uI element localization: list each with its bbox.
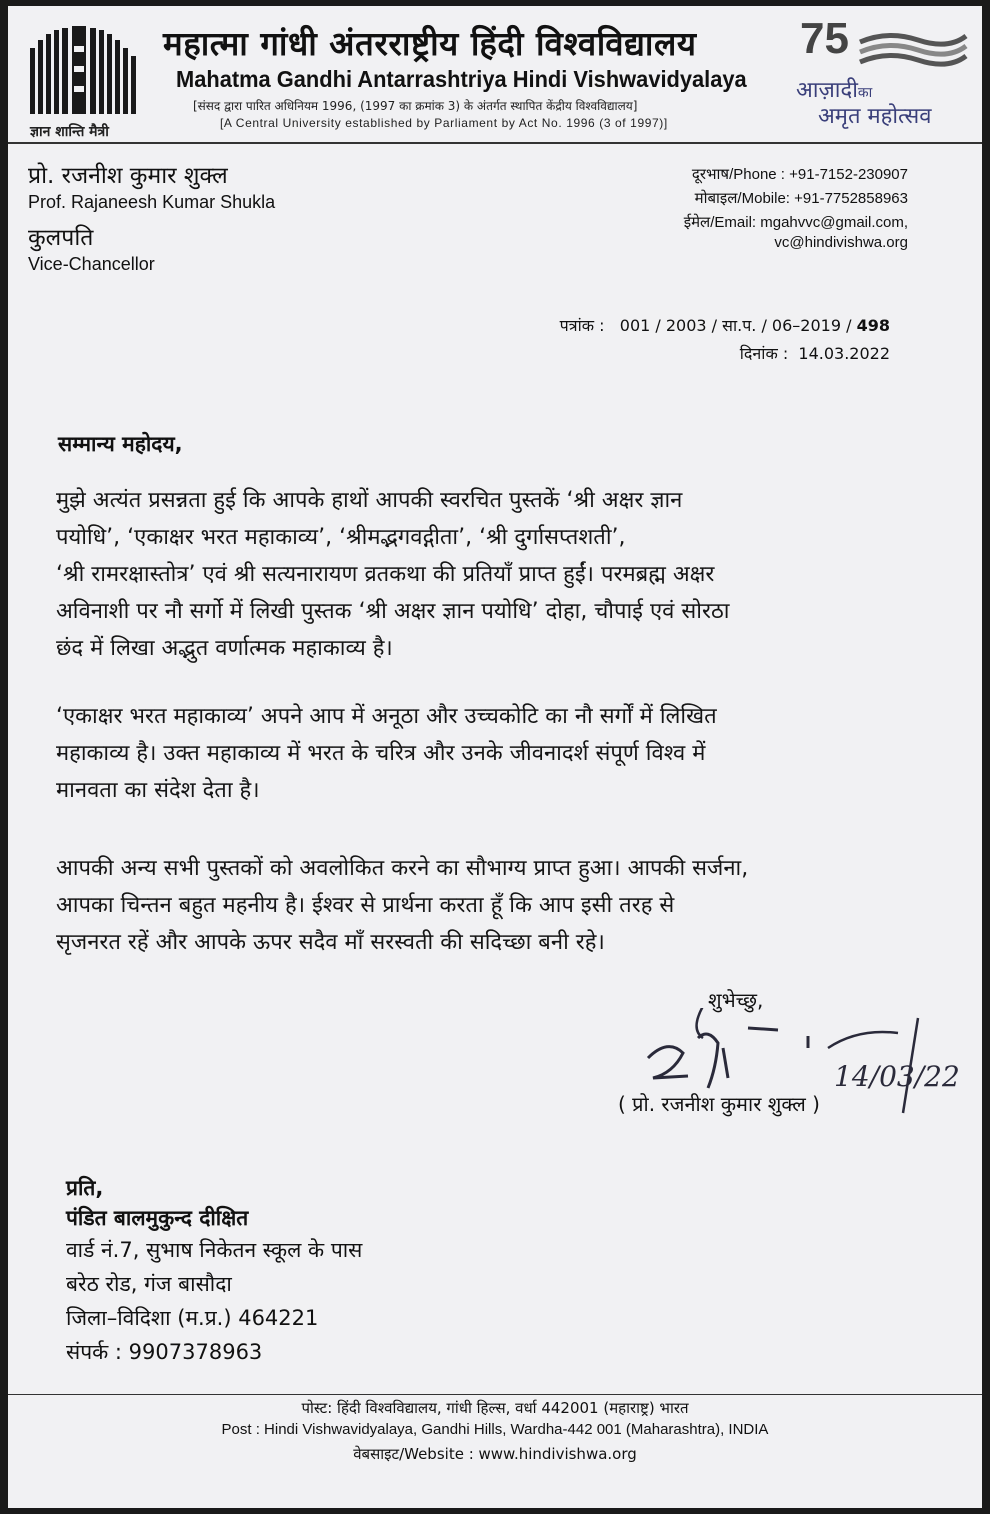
letter-date	[740, 342, 890, 364]
header-divider	[8, 142, 982, 144]
footer-address-english: Post : Hindi Vishwavidyalaya, Gandhi Hills, Wardha-442 001 (Maharashtra), INDIA	[221, 1421, 769, 1438]
recipient-address-line: वार्ड नं.7, सुभाष निकेतन स्कूल के पास	[66, 1238, 363, 1262]
salutation: सम्मान्य महोदय,	[58, 432, 183, 456]
emblem-line2: अमृत महोत्सव	[818, 104, 932, 129]
university-subtitle-hindi: [संसद द्वारा पारित अधिनियम 1996, (1997 का क्रमांक 3) के अंतर्गत स्थापित केंद्रीय विश्वविद्यालय]	[193, 99, 638, 113]
letter-date-value: 14.03.2022	[798, 344, 890, 363]
emblem-line1: आज़ादी	[796, 78, 858, 103]
recipient-phone: संपर्क : 9907378963	[66, 1340, 263, 1364]
contact-email-secondary: vc@hindivishwa.org	[774, 234, 908, 251]
paragraph-1	[56, 482, 901, 667]
footer-address-hindi: पोस्ट: हिंदी विश्वविद्यालय, गांधी हिल्स, वर्धा 442001 (महाराष्ट्र) भारत	[301, 1399, 689, 1417]
flag-waves-icon	[858, 28, 968, 68]
paragraph-line: ‘श्री रामरक्षास्तोत्र’ एवं श्री सत्यनारायण व्रतकथा की प्रतियाँ प्राप्त हुईं। परमब्रह्म अक्षर	[56, 562, 715, 587]
logo-emblem-icon	[28, 26, 153, 118]
contact-mobile: मोबाइल/Mobile: +91-7752858963	[694, 190, 908, 207]
sender-designation-english: Vice-Chancellor	[28, 254, 155, 274]
letter-number-value: 001 / 2003 / सा.प. / 06–2019 /	[619, 316, 852, 335]
recipient-name: पंडित बालमुकुन्द दीक्षित	[66, 1206, 249, 1230]
letter-page	[8, 6, 982, 1508]
letter-date-label: दिनांक :	[739, 344, 789, 363]
sender-designation-hindi: कुलपति	[28, 225, 94, 251]
paragraph-line: महाकाव्य है। उक्त महाकाव्य में भरत के चरित्र और उनके जीवनादर्श संपूर्ण विश्व में	[56, 741, 706, 766]
letter-number-label: पत्रांक :	[559, 316, 605, 335]
paragraph-line: मुझे अत्यंत प्रसन्नता हुई कि आपके हाथों आपकी स्वरचित पुस्तकें ‘श्री अक्षर ज्ञान	[56, 488, 683, 513]
university-name-hindi: महात्मा गांधी अंतरराष्ट्रीय हिंदी विश्वविद्यालय	[163, 24, 697, 63]
paragraph-2	[56, 698, 901, 809]
paragraph-line: सृजनरत रहें और आपके ऊपर सदैव माँ सरस्वती की सदिच्छा बनी रहे।	[56, 930, 605, 955]
footer-divider	[8, 1394, 982, 1395]
recipient-address-line: जिला–विदिशा (म.प्र.) 464221	[66, 1306, 319, 1330]
university-subtitle-english: [A Central University established by Parliament by Act No. 1996 (3 of 1997)]	[220, 116, 668, 130]
university-name-english: Mahatma Gandhi Antarrashtriya Hindi Vishwavidyalaya	[176, 66, 747, 92]
handwritten-date: 14/03/22	[834, 1060, 960, 1093]
paragraph-line: मानवता का संदेश देता है।	[56, 778, 260, 803]
recipient-address-line: बरेठ रोड, गंज बासौदा	[66, 1272, 232, 1296]
azadi-amrit-mahotsav-logo	[788, 14, 978, 129]
contact-phone: दूरभाष/Phone : +91-7152-230907	[691, 166, 908, 183]
emblem-number: 75	[800, 14, 849, 63]
contact-email: ईमेल/Email: mgahvvc@gmail.com,	[683, 214, 908, 231]
signatory-name: ( प्रो. रजनीश कुमार शुक्ल )	[618, 1092, 820, 1116]
letter-number-serial: 498	[856, 316, 890, 335]
paragraph-line: आपका चिन्तन बहुत महनीय है। ईश्वर से प्रार्थना करता हूँ कि आप इसी तरह से	[56, 893, 675, 918]
logo-motto: ज्ञान शान्ति मैत्री	[30, 124, 109, 140]
sender-name-hindi: प्रो. रजनीश कुमार शुक्ल	[28, 163, 228, 189]
paragraph-line: अविनाशी पर नौ सर्गो में लिखी पुस्तक ‘श्री अक्षर ज्ञान पयोधि’ दोहा, चौपाई एवं सोरठा	[56, 599, 730, 624]
emblem-line1-small: का	[857, 85, 873, 101]
university-logo	[28, 26, 153, 140]
recipient-label: प्रति,	[66, 1176, 104, 1200]
paragraph-line: ‘एकाक्षर भरत महाकाव्य’ अपने आप में अनूठा और उच्चकोटि का नौ सर्गों में लिखित	[56, 704, 717, 729]
paragraph-line: छंद में लिखा अद्भुत वर्णात्मक महाकाव्य है।	[56, 636, 393, 661]
letter-number	[560, 314, 890, 336]
paragraph-3	[56, 850, 901, 961]
paragraph-line: पयोधि’, ‘एकाक्षर भरत महाकाव्य’, ‘श्रीमद्भगवद्गीता’, ‘श्री दुर्गासप्तशती’,	[56, 525, 626, 550]
paragraph-line: आपकी अन्य सभी पुस्तकों को अवलोकित करने का सौभाग्य प्राप्त हुआ। आपकी सर्जना,	[56, 856, 749, 881]
footer-website: वेबसाइट/Website : www.hindivishwa.org	[353, 1445, 637, 1463]
closing-greeting: शुभेच्छु,	[708, 988, 764, 1012]
sender-name-english: Prof. Rajaneesh Kumar Shukla	[28, 192, 276, 212]
